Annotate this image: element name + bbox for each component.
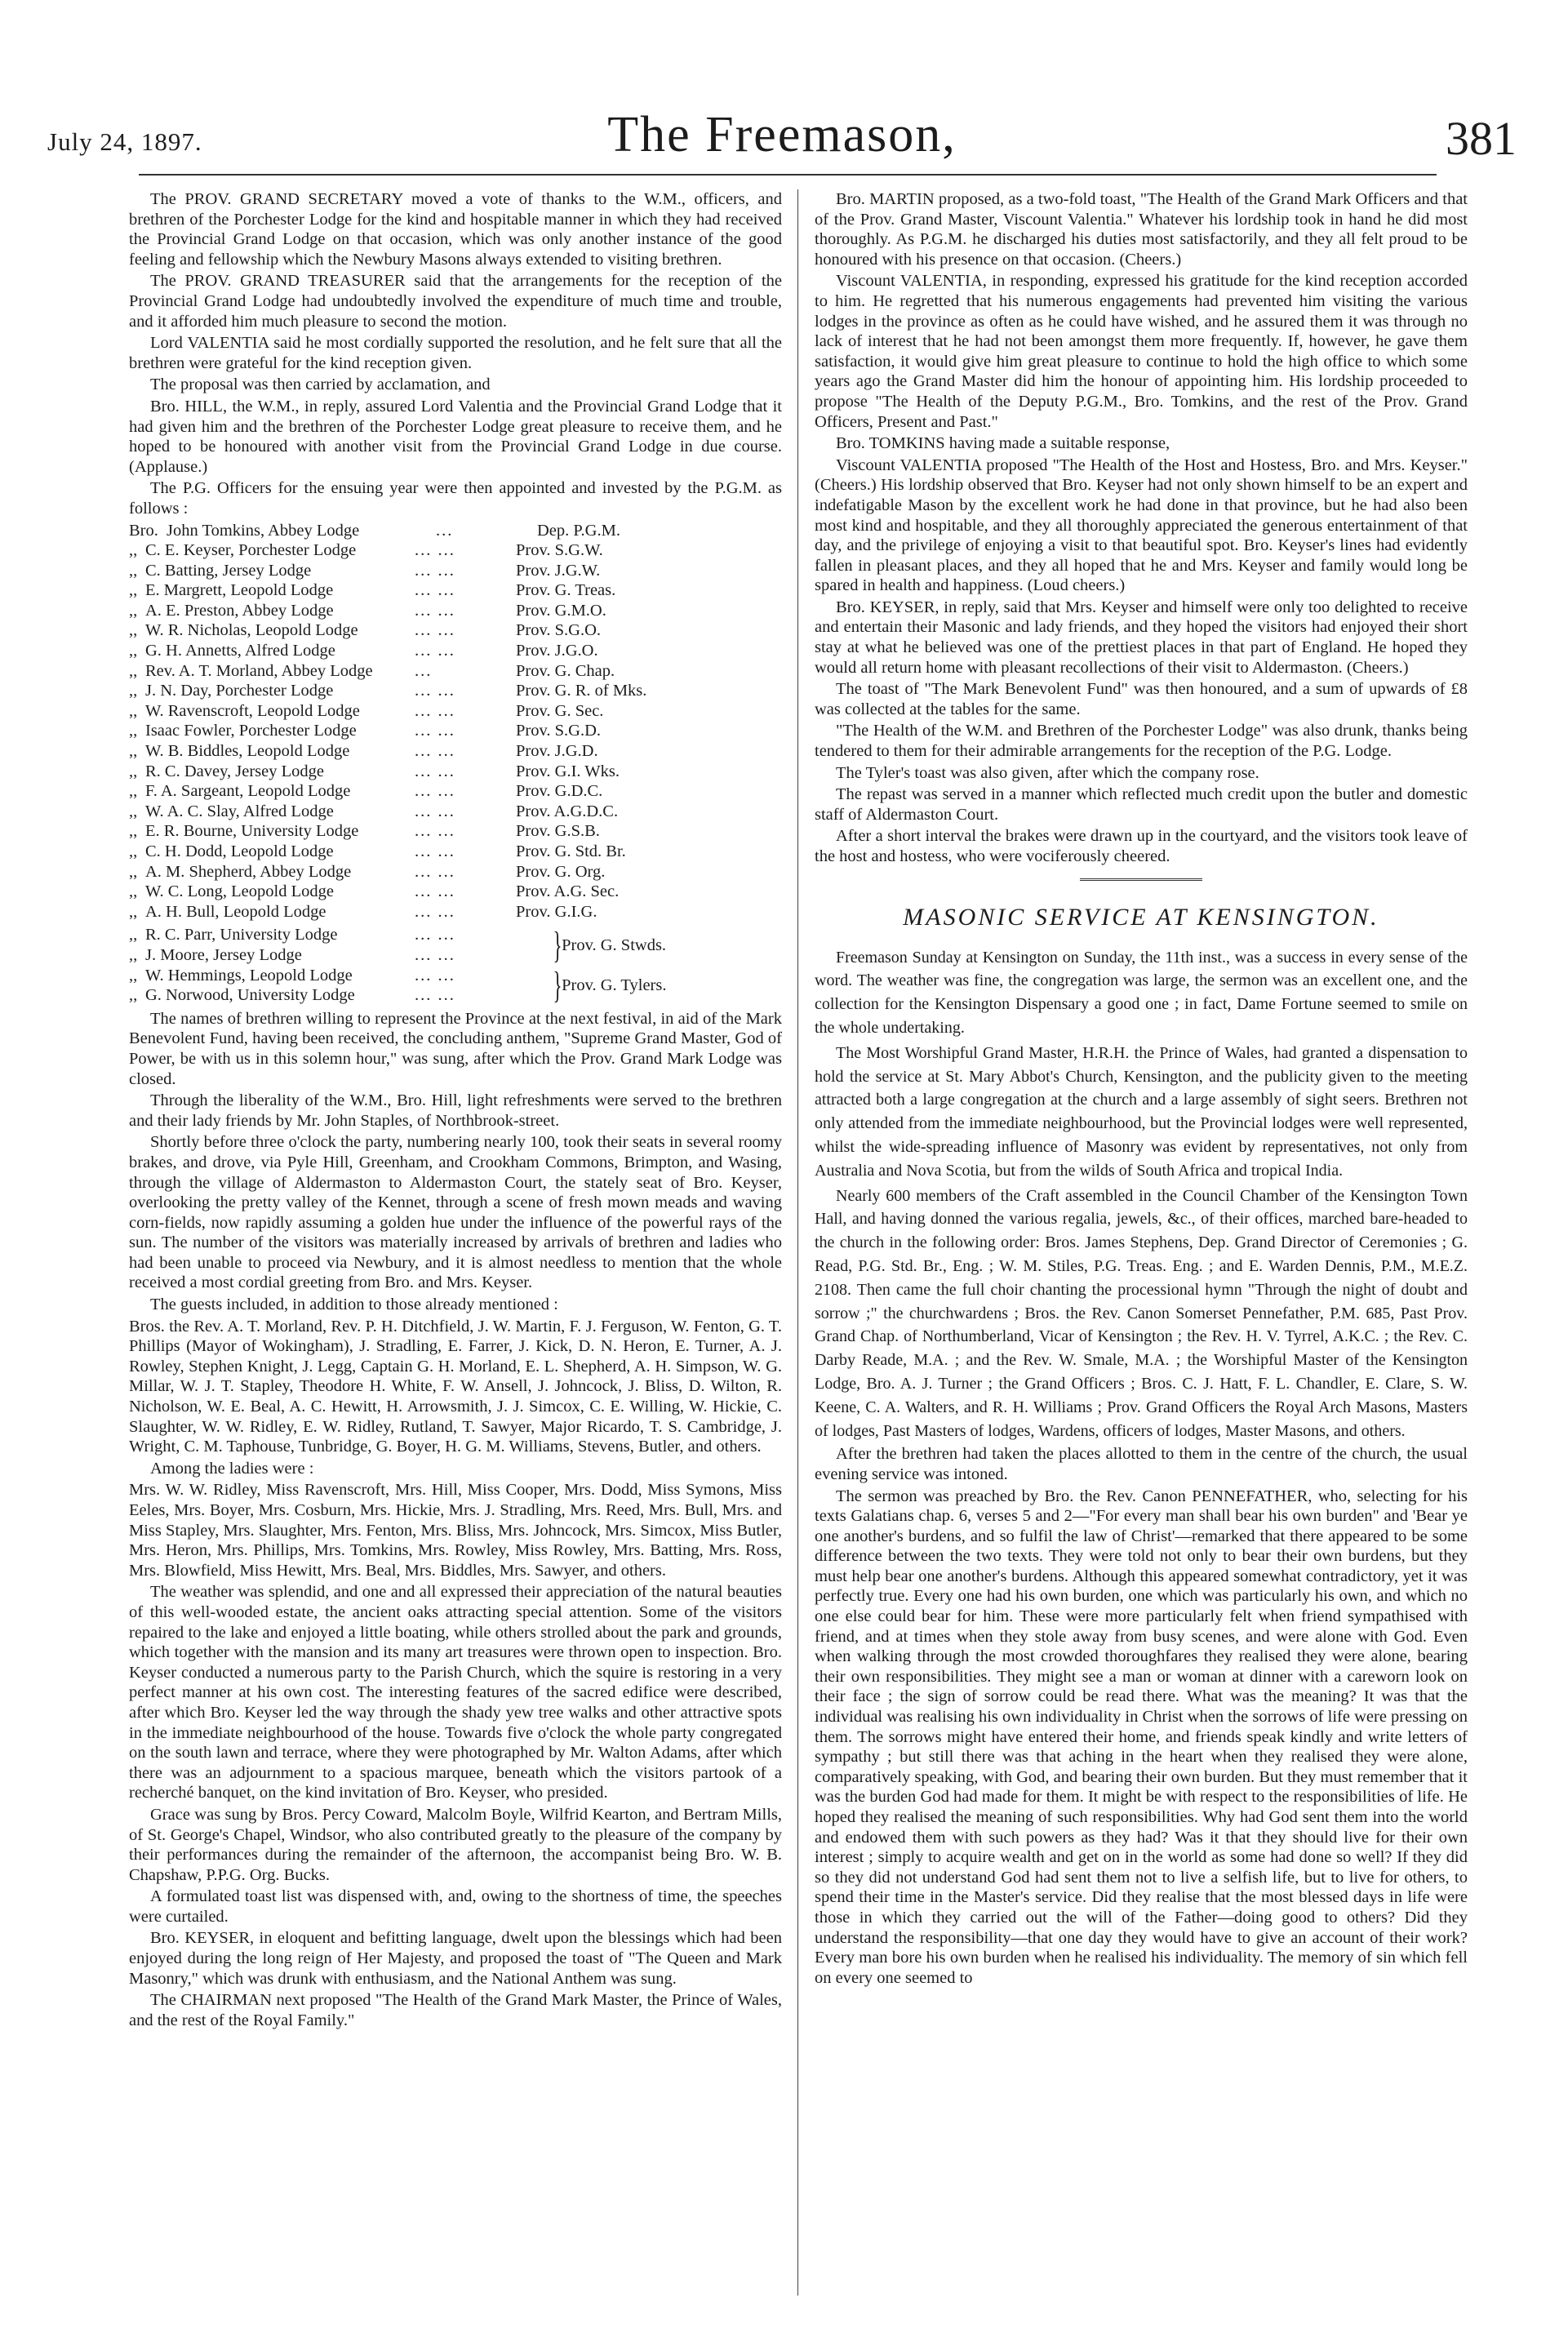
officer-office: Prov. J.G.O.: [516, 642, 598, 660]
section-rule: [1080, 878, 1202, 884]
paragraph: The guests included, in addition to those already mentioned :: [150, 1296, 558, 1314]
officer-prefix: ,,: [129, 601, 138, 620]
page-number: 381: [1446, 112, 1517, 165]
officer-name: W. Hemmings, Leopold Lodge: [145, 966, 353, 984]
ladies-list: Mrs. W. W. Ridley, Miss Ravenscroft, Mrs. Hill, Miss Cooper, Mrs. Dodd, Miss Symons, Miss Eeles, Mrs. Boyer, Mrs. Cosburn, Mrs. Hickie, Mrs. J. Stradling, Mrs. Reed, Mrs. Bull, Mrs. and Miss Stapley, Mrs. Slaughter, Mrs. Fenton, Mrs. Bliss, Mrs. Johncock, Mrs. Simcox, Miss Butler, Mrs. Heron, Mrs. Phillips, Mrs. Tomkins, Mrs. Rowley, Miss Rowley, Mrs. Batting, Mrs. Ross, Mrs. Blowfield, Miss Hewitt, Mrs. Beal, Mrs. Biddles, Mrs. Sawyer, and others.: [129, 1481, 782, 1580]
masthead: [47, 88, 1517, 170]
officer-office: Prov. G. Org.: [516, 862, 606, 881]
officer-row: [129, 821, 782, 842]
paragraph: The proposal was then carried by acclamation, and: [150, 376, 491, 394]
leader-dots: ... ...: [415, 945, 455, 964]
left-paragraphs-top: [129, 189, 782, 519]
brace-mark: }: [553, 964, 562, 1007]
paragraph: Nearly 600 members of the Craft assembled in the Council Chamber of the Kensington Town Hall, and having donned the various regalia, jewels, &c., of their offices, marched bare-headed to the church in the following order: Bros. James Stephens, Dep. Grand Director of Ceremonies ; G. Read, P.G. Std. Br., Eng. ; W. M. Stiles, P.G. Treas. Eng. ; and E. Warden Dennis, P.M., M.E.Z. 2108. Then came the full choir chanting the processional hymn "Through the night of doubt and sorrow ;" the churchwardens ; Bros. the Rev. Canon Somerset Pennefather, P.M. 685, Past Prov. Grand Chap. of Northumberland, Vicar of Kensington ; the Rev. H. V. Tyrrel, A.K.C. ; the Rev. C. Darby Reade, M.A. ; and the Rev. W. Smale, M.A. ; the Worshipful Master of the Kensington Lodge, Bro. A. J. Turner ; the Grand Officers ; Bros. C. J. Hatt, F. L. Chandler, E. Clare, S. W. Keene, C. A. Walters, and R. H. Williams ; Prov. Grand Officers the Royal Arch Masons, Masters of lodges, Past Masters of lodges, Wardens, officers of lodges, Master Masons, and others.: [815, 1186, 1468, 1440]
section-title: MASONIC SERVICE AT KENSINGTON.: [903, 903, 1379, 931]
officer-office: Prov. G. R. of Mks.: [516, 682, 647, 700]
officer-office: Prov. G. Sec.: [516, 701, 604, 720]
officer-prefix: ,,: [129, 581, 138, 600]
officer-prefix: ,,: [129, 945, 138, 964]
paragraph: The Most Worshipful Grand Master, H.R.H. the Prince of Wales, had granted a dispensation to hold the service at St. Mary Abbot's Church, Kensington, and the publicity given to the meeting attracted both a large congregation at the church and a large assembly of sight seers. Brethren not only attended from the immediate neighbourhood, but the Provincial lodges were well represented, whilst the wide-spreading influence of Masonry was evident by representatives, not only from Australia and Nova Scotia, but from the wilds of South Africa and tropical India.: [815, 1043, 1468, 1180]
officer-name: C. H. Dodd, Leopold Lodge: [145, 842, 334, 860]
leader-dots: ... ...: [415, 742, 455, 761]
officer-office: Prov. S.G.W.: [516, 541, 603, 560]
leader-dots: ...: [415, 661, 433, 680]
officer-row: [129, 781, 782, 802]
leader-dots: ... ...: [415, 966, 455, 984]
officer-row: [129, 925, 553, 945]
paragraph: The P.G. Officers for the ensuing year were then appointed and invested by the P.G.M. as follows :: [129, 479, 782, 518]
tylers-office: Prov. G. Tylers.: [562, 976, 667, 994]
paragraph: "The Health of the W.M. and Brethren of the Porchester Lodge" was also drunk, thanks being tendered to them for their admirable arrangements for the reception of the P.G. Lodge.: [815, 722, 1468, 761]
leader-dots: ... ...: [415, 601, 455, 620]
officer-prefix: ,,: [129, 621, 138, 640]
officer-name: W. R. Nicholas, Leopold Lodge: [145, 621, 358, 640]
officer-name: A. H. Bull, Leopold Lodge: [145, 902, 326, 921]
officer-office: Prov. J.G.W.: [516, 561, 601, 580]
officer-row: [129, 661, 782, 682]
right-paragraphs-top: [815, 189, 1468, 867]
officer-row: [129, 966, 553, 986]
officer-row: [129, 641, 782, 661]
officer-office: Prov. A.G.D.C.: [516, 802, 619, 820]
right-paragraphs-bottom: [815, 1444, 1468, 1988]
officer-name: E. R. Bourne, University Lodge: [145, 822, 359, 841]
paragraph: The PROV. GRAND TREASURER said that the arrangements for the reception of the Provincial Grand Lodge had undoubtedly involved the expenditure of much time and trouble, and it afforded him much pleasure to second the motion.: [129, 272, 782, 331]
officer-prefix: ,,: [129, 661, 138, 680]
officer-row: [129, 842, 782, 862]
officer-prefix: ,,: [129, 862, 138, 881]
paragraph: The weather was splendid, and one and all expressed their appreciation of the natural beauties of this well-wooded estate, the ancient oaks attracting special attention. Some of the visitors repaired to the lake and enjoyed a little boating, while others strolled about the park and grounds, which together with the mansion and its many art treasures were thrown open to inspection. Bro. Keyser conducted a numerous party to the Parish Church, which the squire is restoring in a very perfect manner at his own cost. The interesting features of the sacred edifice were described, after which Bro. Keyser led the way through the shady yew tree walks and other attractive spots in the immediate neighbourhood of the house. Towards five o'clock the whole party congregated on the south lawn and terrace, where they were photographed by Mr. Walton Adams, after which there was an adjournment to a spacious marquee, beneath which the visitors partook of a recherché banquet, on the kind invitation of Bro. Keyser, who presided.: [129, 1583, 782, 1802]
paragraph: Grace was sung by Bros. Percy Coward, Malcolm Boyle, Wilfrid Kearton, and Bertram Mills, of St. George's Chapel, Windsor, who also contributed greatly to the pleasure of the company by their performances during the remainder of the afternoon, the accompanist being Bro. W. B. Chapshaw, P.P.G. Org. Bucks.: [129, 1805, 782, 1884]
officer-office: Prov. G.I. Wks.: [516, 762, 620, 780]
officer-row: [129, 862, 782, 882]
stewards-office: Prov. G. Stwds.: [562, 936, 667, 954]
officer-name: F. A. Sargeant, Leopold Lodge: [145, 782, 351, 801]
officer-office: Prov. G.M.O.: [516, 601, 606, 620]
leader-dots: ... ...: [415, 802, 455, 820]
paragraph: The CHAIRMAN next proposed "The Health of the Grand Mark Master, the Prince of Wales, and the rest of the Royal Family.": [129, 1991, 782, 2029]
paragraph: Among the ladies were :: [150, 1459, 314, 1478]
officer-row: [129, 762, 782, 782]
paragraph: Bro. HILL, the W.M., in reply, assured Lord Valentia and the Provincial Grand Lodge that it had given him and the brethren of the Porchester Lodge great pleasure to receive them, and he hoped to be honoured with another visit from the Provincial Grand Lodge in due course. (Applause.): [129, 397, 782, 476]
issue-date: July 24, 1897.: [47, 127, 202, 156]
officer-list: [129, 521, 782, 922]
officer-name: A. M. Shepherd, Abbey Lodge: [145, 862, 352, 881]
officer-office: Prov. G.D.C.: [516, 782, 603, 801]
officer-name: A. E. Preston, Abbey Lodge: [145, 601, 334, 620]
leader-dots: ... ...: [415, 926, 455, 944]
officer-prefix: ,,: [129, 541, 138, 560]
column-divider: [797, 189, 798, 2296]
paragraph: The toast of "The Mark Benevolent Fund" was then honoured, and a sum of upwards of £8 was collected at the tables for the same.: [815, 680, 1468, 718]
leader-dots: ... ...: [415, 561, 455, 580]
officer-name: R. C. Parr, University Lodge: [145, 926, 338, 944]
leader-dots: ... ...: [415, 541, 455, 560]
leader-dots: ... ...: [415, 722, 455, 740]
officer-name: John Tomkins, Abbey Lodge: [167, 521, 360, 540]
left-column: [129, 189, 782, 2304]
officer-row: [129, 540, 782, 561]
officer-name: Isaac Fowler, Porchester Lodge: [145, 722, 357, 740]
officer-row: [129, 882, 782, 902]
officer-row: [129, 681, 782, 701]
left-paragraphs-bottom: [129, 1009, 782, 2031]
officer-prefix: ,,: [129, 722, 138, 740]
paragraph: The PROV. GRAND SECRETARY moved a vote of thanks to the W.M., officers, and brethren of the Porchester Lodge for the kind and hospitable manner in which they had received the Provincial Grand Lodge on that occasion, which was only another instance of the good feeling and fellowship which the Newbury Masons always extended to visiting brethren.: [129, 190, 782, 269]
officer-prefix: ,,: [129, 986, 138, 1005]
officer-prefix: ,,: [129, 642, 138, 660]
officer-prefix: ,,: [129, 966, 138, 984]
guest-list: Bros. the Rev. A. T. Morland, Rev. P. H. Ditchfield, J. W. Martin, F. J. Ferguson, W. Fenton, G. T. Phillips (Mayor of Wokingham), J. Stradling, E. Farrer, J. Kick, D. N. Heron, E. Turner, A. J. Rowley, Stephen Knight, J. Legg, Captain G. H. Morland, E. L. Shepherd, A. H. Simpson, W. G. Millar, W. J. T. Stapley, Theodore H. White, F. W. Ansell, J. Johncock, J. Bliss, D. Wilton, R. Nicholson, W. E. Beal, A. C. Hewitt, H. Arrowsmith, J. J. Simcox, C. E. Willing, W. Hickie, C. Slaughter, W. W. Ridley, E. W. Ridley, Rutland, T. Sawyer, Major Ricardo, T. S. Cambridge, J. Wright, C. M. Taphouse, Tunbridge, G. Boyer, H. G. M. Williams, Stevens, Butler, and others.: [129, 1317, 782, 1456]
officer-prefix: ,,: [129, 742, 138, 761]
leader-dots: ... ...: [415, 782, 455, 801]
officer-row: [129, 701, 782, 722]
paragraph: A formulated toast list was dispensed with, and, owing to the shortness of time, the speeches were curtailed.: [129, 1887, 782, 1926]
officer-prefix: ,,: [129, 822, 138, 841]
paragraph: The repast was served in a manner which reflected much credit upon the butler and domestic staff of Aldermaston Court.: [815, 785, 1468, 824]
paragraph: Bro. KEYSER, in eloquent and befitting language, dwelt upon the blessings which had been enjoyed during the long reign of Her Majesty, and proposed the toast of "The Queen and Mark Masonry," which was drunk with enthusiasm, and the National Anthem was sung.: [129, 1929, 782, 1988]
officer-office: Prov. G.S.B.: [516, 822, 600, 841]
officer-name: J. Moore, Jersey Lodge: [145, 945, 302, 964]
officer-name: C. E. Keyser, Porchester Lodge: [145, 541, 357, 560]
leader-dots: ... ...: [415, 822, 455, 841]
paragraph: Viscount VALENTIA proposed "The Health of the Host and Hostess, Bro. and Mrs. Keyser." (Cheers.) His lordship observed that Bro. Keyser had not only shown himself to be an expert and indefatigable Mason by the excellent work he had done in that province, but he had also been most kind and hospitable, and they all thoroughly appreciated the generous entertainment of that day, and the privilege of enjoying a visit to that beautiful spot. Bro. Keyser's lines had evidently fallen in pleasant places, and they all hoped that he and Mrs. Keyser and family would long be spared in health and happiness. (Loud cheers.): [815, 456, 1468, 595]
officer-prefix: ,,: [129, 842, 138, 860]
officer-row: [129, 580, 782, 601]
officer-row: [129, 561, 782, 581]
sermon-paragraph: The sermon was preached by Bro. the Rev. Canon PENNEFATHER, who, selecting for his texts Galatians chap. 6, verses 5 and 2—"For every man shall bear his own burden" and 'Bear ye one another's burdens, and so fulfil the law of Christ'—remarked that there appeared to be some difference between the two texts. They were told not only to bear their own burdens, but they must help bear one another's burdens. Although this appeared somewhat contradictory, yet it was perfectly true. Every one had his own burden, one which was particularly his own, and which no one else could bear for him. These were more particularly felt when friend sympathised with friend, and at times when they stole away from busy scenes, and were alone with God. Even when walking through the most crowded thoroughfares they realised they were alone, bearing their own responsibilities. They might see a man or woman at dinner with a careworn look on their face ; the sign of sorrow could be read there. What was the meaning? It was that the individual was realising his own individuality in Christ when the sorrows of life were pressing on them. The sorrows might have entered their home, and friends speak kindly and write letters of sympathy ; but still there was that aching in the heart when they realised they were alone, comparatively speaking, with God, and bearing their own burden. But they must remember that it was the burden God had made for them. It might be with respect to the responsibilities of life. He hoped they realised the meaning of such responsibilities. Why had God sent them into the world and endowed them with such powers as they had? Was it that they should live for their own interest ; simply to acquire wealth and get on in the world as some had done so well? If they did so they did not understand God had sent them not to live a selfish life, but to live for others, to spend their time in the Master's service. Did they realise that the most blessed days in life were those in which they carried out the will of the Father—doing good to others? Did they understand the responsibility—that one day they would have to give an account of their work? Every man bore his own burden when he realised his individuality. The memory of sin which fell on every one seemed to: [815, 1487, 1468, 1987]
officer-name: W. A. C. Slay, Alfred Lodge: [145, 802, 334, 820]
officer-office: Prov. A.G. Sec.: [516, 882, 620, 901]
leader-dots: ... ...: [415, 642, 455, 660]
leader-dots: ... ...: [415, 986, 455, 1005]
officer-name: C. Batting, Jersey Lodge: [145, 561, 312, 580]
officer-row: [129, 945, 553, 966]
leader-dots: ...: [436, 521, 454, 540]
officer-office: Prov. G. Treas.: [516, 581, 616, 600]
leader-dots: ... ...: [415, 682, 455, 700]
officer-office: Prov. G.I.G.: [516, 902, 597, 921]
officer-row: [129, 620, 782, 641]
officer-row: [129, 802, 782, 822]
officer-row: [129, 521, 782, 541]
officer-prefix: ,,: [129, 802, 138, 820]
officer-name: Rev. A. T. Morland, Abbey Lodge: [145, 661, 373, 680]
paragraph: Bro. MARTIN proposed, as a two-fold toast, "The Health of the Grand Mark Officers and that of the Prov. Grand Master, Viscount Valentia." Whatever his lordship took in hand he did most thoroughly. As P.G.M. he discharged his duties most satisfactorily, and they all felt proud to be honoured with his presence on that occasion. (Cheers.): [815, 190, 1468, 269]
officer-prefix: ,,: [129, 701, 138, 720]
officer-office: Prov. S.G.O.: [516, 621, 602, 640]
paragraph: After the brethren had taken the places allotted to them in the centre of the church, the usual evening service was intoned.: [815, 1445, 1468, 1483]
leader-dots: ... ...: [415, 882, 455, 901]
officer-office: Dep. P.G.M.: [537, 521, 620, 540]
brace-mark: }: [553, 923, 562, 966]
leader-dots: ... ...: [415, 581, 455, 600]
officer-office: Prov. J.G.D.: [516, 742, 598, 761]
paragraph: Bro. KEYSER, in reply, said that Mrs. Keyser and himself were only too delighted to receive and entertain their Masonic and lady friends, and they hoped the visitors had enjoyed their short stay at what he believed was one of the prettiest places in that part of England. He hoped they would all return home with pleasant recollections of their visit to Aldermaston. (Cheers.): [815, 598, 1468, 677]
masthead-rule: [139, 174, 1437, 176]
officer-prefix: ,,: [129, 902, 138, 921]
leader-dots: ... ...: [415, 762, 455, 780]
officer-name: W. Ravenscroft, Leopold Lodge: [145, 701, 360, 720]
officer-prefix: ,,: [129, 882, 138, 901]
leader-dots: ... ...: [415, 842, 455, 860]
officer-name: J. N. Day, Porchester Lodge: [145, 682, 334, 700]
officer-name: G. Norwood, University Lodge: [145, 986, 355, 1005]
officer-name: W. B. Biddles, Leopold Lodge: [145, 742, 350, 761]
publication-title: The Freemason,: [607, 107, 957, 162]
officer-name: W. C. Long, Leopold Lodge: [145, 882, 334, 901]
paragraph: Lord VALENTIA said he most cordially supported the resolution, and he felt sure that all the brethren were grateful for the kind reception given.: [129, 334, 782, 372]
officer-prefix: ,,: [129, 762, 138, 780]
paragraph: Bro. TOMKINS having made a suitable response,: [836, 434, 1170, 453]
officer-name: G. H. Annetts, Alfred Lodge: [145, 642, 335, 660]
paragraph: Shortly before three o'clock the party, numbering nearly 100, took their seats in several roomy brakes, and drove, via Pyle Hill, Greenham, and Crookham Commons, Brimpton, and Wasing, through the village of Aldermaston to Aldermaston Court, the stately seat of Bro. Keyser, overlooking the pretty valley of the Kennet, through a scene of fresh mown meads and waving corn-fields, now rapidly assuming a golden hue under the influence of the powerful rays of the sun. The number of the visitors was materially increased by arrivals of brethren and ladies who had been unable to proceed via Newbury, and it is almost needless to mention that the whole received a most cordial greeting from Bro. and Mrs. Keyser.: [129, 1133, 782, 1292]
officer-prefix: ,,: [129, 926, 138, 944]
paragraph: After a short interval the brakes were drawn up in the courtyard, and the visitors took leave of the host and hostess, who were vociferously cheered.: [815, 827, 1468, 865]
officer-row: [129, 741, 782, 762]
officer-prefix: ,,: [129, 682, 138, 700]
right-paragraphs-middle: [815, 946, 1468, 1443]
officer-row: [129, 601, 782, 621]
paragraph: Through the liberality of the W.M., Bro. Hill, light refreshments were served to the brethren and their lady friends by Mr. John Staples, of Northbrook-street.: [129, 1091, 782, 1130]
officer-name: E. Margrett, Leopold Lodge: [145, 581, 334, 600]
officer-prefix: ,,: [129, 561, 138, 580]
leader-dots: ... ...: [415, 902, 455, 921]
paragraph: The Tyler's toast was also given, after which the company rose.: [836, 763, 1259, 782]
officer-prefix: Bro.: [129, 521, 158, 540]
paragraph: The names of brethren willing to represent the Province at the next festival, in aid of the Mark Benevolent Fund, having been received, the concluding anthem, "Supreme Grand Master, God of Power, be with us in this solemn hour," was sung, after which the Prov. Grand Mark Lodge was closed.: [129, 1009, 782, 1088]
officer-name: R. C. Davey, Jersey Lodge: [145, 762, 324, 780]
officer-office: Prov. G. Chap.: [516, 661, 615, 680]
stewards-rows: [129, 925, 553, 965]
leader-dots: ... ...: [415, 701, 455, 720]
leader-dots: ... ...: [415, 862, 455, 881]
leader-dots: ... ...: [415, 621, 455, 640]
right-column: [815, 189, 1468, 2304]
tylers-rows: [129, 966, 553, 1006]
stewards-group: [129, 925, 782, 1005]
officer-row: [129, 985, 553, 1006]
officer-office: Prov. G. Std. Br.: [516, 842, 626, 860]
officer-row: [129, 721, 782, 741]
paragraph: Freemason Sunday at Kensington on Sunday, the 11th inst., was a success in every sense of the word. The weather was fine, the congregation was large, the sermon was an excellent one, and the collection for the Kensington Dispensary a good one ; in fact, Dame Fortune seemed to smile on the whole undertaking.: [815, 948, 1468, 1037]
officer-prefix: ,,: [129, 782, 138, 801]
officer-office: Prov. S.G.D.: [516, 722, 602, 740]
paragraph: Viscount VALENTIA, in responding, expressed his gratitude for the kind reception accorded to him. He regretted that his numerous engagements had prevented him visiting the various lodges in the province as often as he could have wished, and he assured them it was through no lack of interest that he had not been amongst them more frequently. If, however, he gave them satisfaction, it would give him great pleasure to continue to hold the high office to which some years ago the Grand Master did him the honour of appointing him. His lordship proceeded to propose "The Health of the Deputy P.G.M., Bro. Tomkins, and the rest of the Prov. Grand Officers, Present and Past.": [815, 272, 1468, 431]
officer-row: [129, 902, 782, 922]
